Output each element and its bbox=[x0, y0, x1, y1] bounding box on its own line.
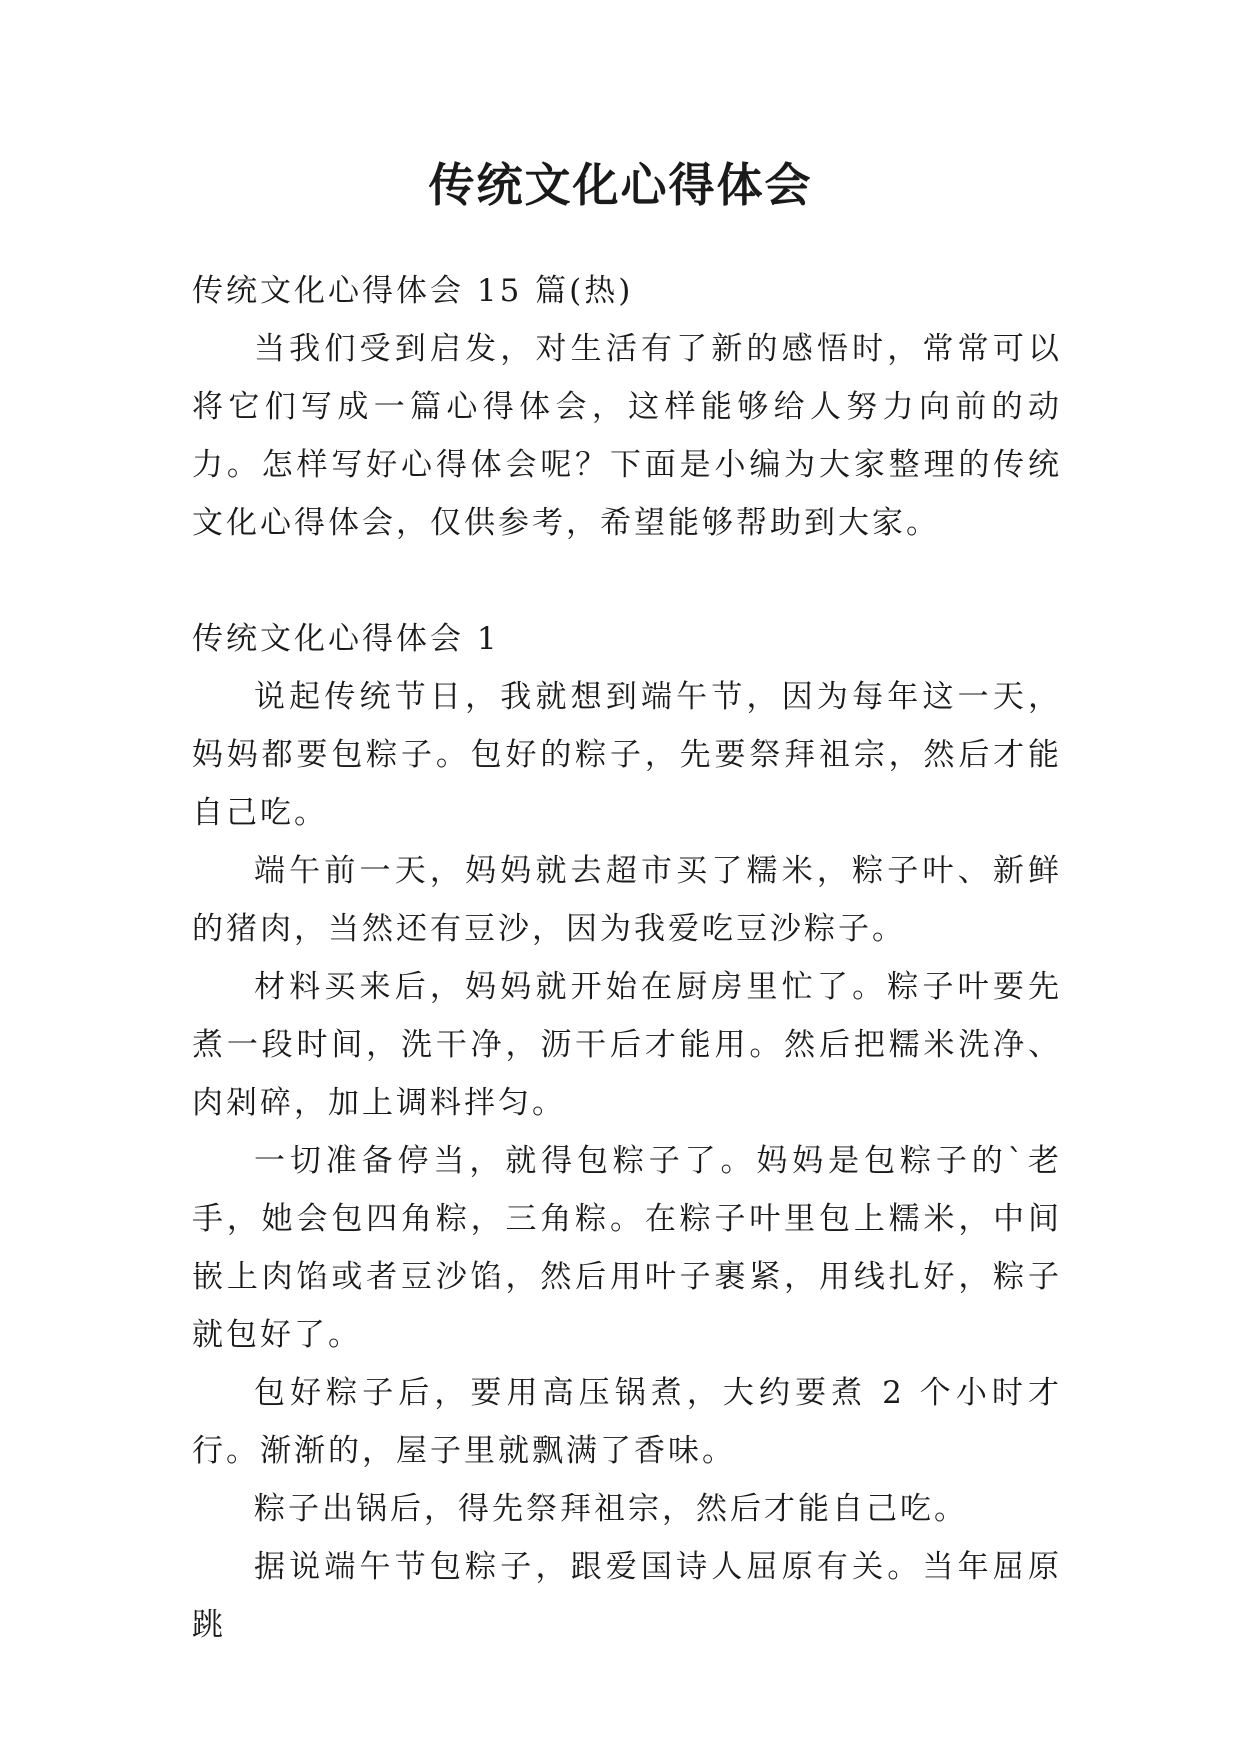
section-spacer bbox=[192, 552, 1062, 610]
body-paragraph: 据说端午节包粽子，跟爱国诗人屈原有关。当年屈原跳 bbox=[192, 1549, 1062, 1643]
body-paragraph: 粽子出锅后，得先祭拜祖宗，然后才能自己吃。 bbox=[254, 1491, 968, 1527]
body-paragraph: 说起传统节日，我就想到端午节，因为每年这一天，妈妈都要包粽子。包好的粽子，先要祭拜祖宗，然后才能自己吃。 bbox=[192, 679, 1062, 831]
collection-heading: 传统文化心得体会 15 篇(热) bbox=[192, 273, 634, 309]
body-paragraph: 一切准备停当，就得包粽子了。妈妈是包粽子的`老手，她会包四角粽，三角粽。在粽子叶里包上糯米，中间嵌上肉馅或者豆沙馅，然后用叶子裹紧，用线扎好，粽子就包好了。 bbox=[192, 1143, 1062, 1353]
body-paragraph: 端午前一天，妈妈就去超市买了糯米，粽子叶、新鲜的猪肉，当然还有豆沙，因为我爱吃豆沙粽子。 bbox=[192, 853, 1062, 947]
body-paragraph: 材料买来后，妈妈就开始在厨房里忙了。粽子叶要先煮一段时间，洗干净，沥干后才能用。然后把糯米洗净、肉剁碎，加上调料拌匀。 bbox=[192, 969, 1062, 1121]
document-body bbox=[192, 262, 1062, 1654]
intro-paragraph: 当我们受到启发，对生活有了新的感悟时，常常可以将它们写成一篇心得体会，这样能够给人努力向前的动力。怎样写好心得体会呢？下面是小编为大家整理的传统文化心得体会，仅供参考，希望能够帮助到大家。 bbox=[192, 331, 1062, 541]
section-heading: 传统文化心得体会 1 bbox=[192, 621, 500, 657]
body-paragraph: 包好粽子后，要用高压锅煮，大约要煮 2 个小时才行。渐渐的，屋子里就飘满了香味。 bbox=[192, 1375, 1062, 1469]
document-title: 传统文化心得体会 bbox=[428, 158, 813, 212]
